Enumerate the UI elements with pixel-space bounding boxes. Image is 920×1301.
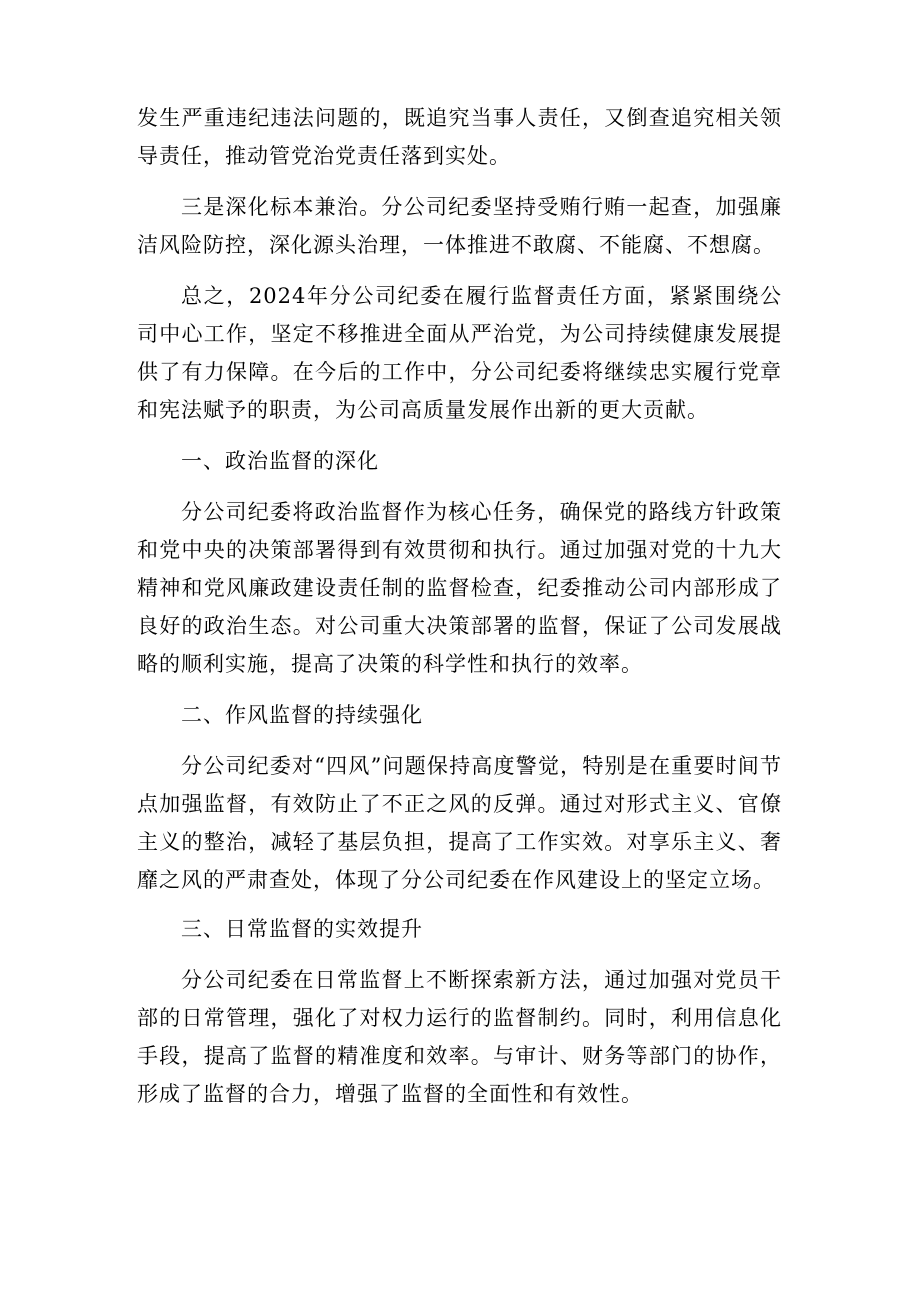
- document-body: [137, 99, 782, 1113]
- paragraph-continuation: 发生严重违纪违法问题的，既追究当事人责任，又倒查追究相关领导责任，推动管党治党责任落到实处。: [137, 106, 782, 168]
- section-heading-style-supervision: 二、作风监督的持续强化: [181, 703, 423, 727]
- paragraph-deepen-root-causes: 三是深化标本兼治。分公司纪委坚持受贿行贿一起查，加强廉洁风险防控，深化源头治理，一体推进不敢腐、不能腐、不想腐。: [137, 195, 782, 257]
- paragraph-summary: 总之，2024年分公司纪委在履行监督责任方面，紧紧围绕公司中心工作，坚定不移推进全面从严治党，为公司持续健康发展提供了有力保障。在今后的工作中，分公司纪委将继续忠实履行党章和宪法赋予的职责，为公司高质量发展作出新的更大贡献。: [137, 284, 782, 422]
- paragraph-daily-supervision: 分公司纪委在日常监督上不断探索新方法，通过加强对党员干部的日常管理，强化了对权力运行的监督制约。同时，利用信息化手段，提高了监督的精准度和效率。与审计、财务等部门的协作，形成了监督的合力，增强了监督的全面性和有效性。: [137, 968, 782, 1106]
- paragraph-style-supervision: 分公司纪委对“四风”问题保持高度警觉，特别是在重要时间节点加强监督，有效防止了不正之风的反弹。通过对形式主义、官僚主义的整治，减轻了基层负担，提高了工作实效。对享乐主义、奢靡之风的严肃查处，体现了分公司纪委在作风建设上的坚定立场。: [137, 754, 782, 892]
- section-heading-daily-supervision: 三、日常监督的实效提升: [181, 917, 423, 941]
- section-heading-political-supervision: 一、政治监督的深化: [181, 449, 379, 473]
- paragraph-political-supervision: 分公司纪委将政治监督作为核心任务，确保党的路线方针政策和党中央的决策部署得到有效贯彻和执行。通过加强对党的十九大精神和党风廉政建设责任制的监督检查，纪委推动公司内部形成了良好的政治生态。对公司重大决策部署的监督，保证了公司发展战略的顺利实施，提高了决策的科学性和执行的效率。: [137, 500, 782, 676]
